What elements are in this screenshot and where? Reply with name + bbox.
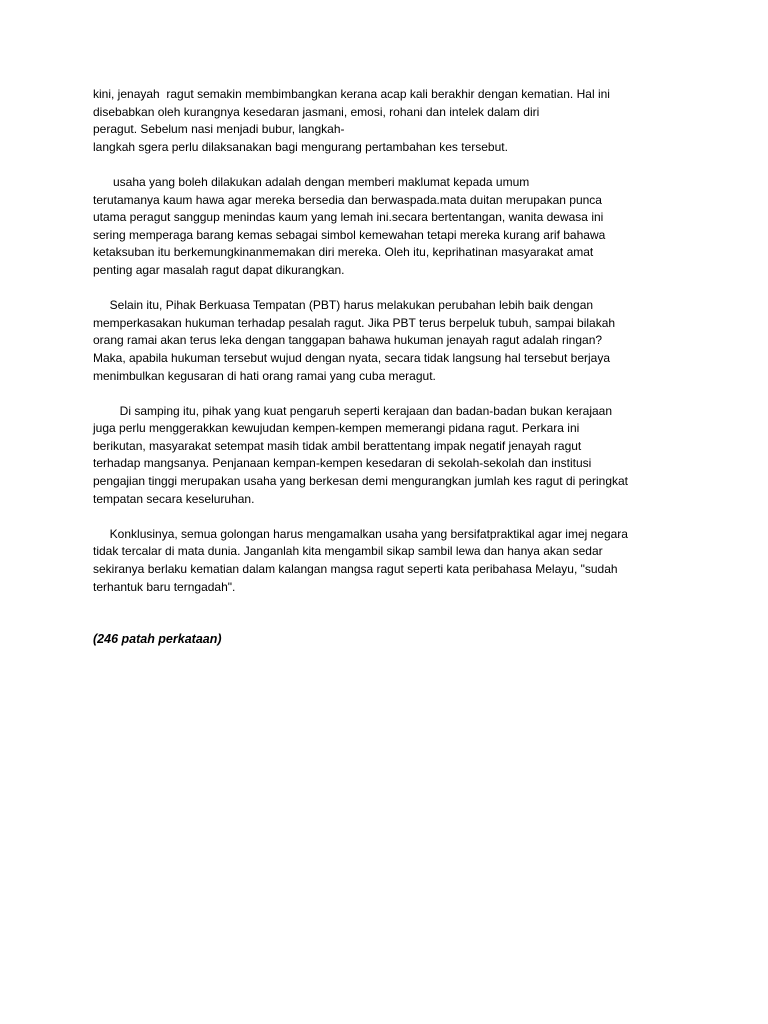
text-line: penting agar masalah ragut dapat dikurangkan.	[93, 262, 345, 277]
text-line: Konklusinya, semua golongan harus mengamalkan usaha yang bersifatpraktikal agar imej negara	[93, 526, 628, 541]
text-line: peragut. Sebelum nasi menjadi bubur, langkah-	[93, 122, 345, 137]
text-line: langkah sgera perlu dilaksanakan bagi mengurang pertambahan kes tersebut.	[93, 139, 508, 154]
text-line: usaha yang boleh dilakukan adalah dengan memberi maklumat kepada umum	[93, 174, 530, 189]
paragraph-5	[93, 526, 693, 596]
text-line: Maka, apabila hukuman tersebut wujud dengan nyata, secara tidak langsung hal tersebut berjaya	[93, 350, 611, 365]
paragraph-3	[93, 297, 693, 385]
text-line: kini, jenayah ragut semakin membimbangkan kerana acap kali berakhir dengan kematian. Hal ini	[93, 87, 610, 101]
text-line: memperkasakan hukuman terhadap pesalah ragut. Jika PBT terus berpeluk tubuh, sampai bilakah	[93, 315, 616, 330]
text-line: Selain itu, Pihak Berkuasa Tempatan (PBT) harus melakukan perubahan lebih baik dengan	[93, 298, 594, 313]
text-line: Di samping itu, pihak yang kuat pengaruh seperti kerajaan dan badan-badan bukan kerajaan	[93, 403, 613, 418]
paragraph-1	[93, 86, 693, 156]
text-line: terhadap mangsanya. Penjanaan kempan-kempen kesedaran di sekolah-sekolah dan institusi	[93, 456, 592, 471]
text-line: disebabkan oleh kurangnya kesedaran jasmani, emosi, rohani dan intelek dalam diri	[93, 104, 540, 119]
paragraph-4	[93, 403, 693, 509]
text-line: berikutan, masyarakat setempat masih tidak ambil berattentang impak negatif jenayah ragut	[93, 438, 582, 453]
text-line: orang ramai akan terus leka dengan tanggapan bahawa hukuman jenayah ragut adalah ringan?	[93, 333, 603, 348]
text-line: tidak tercalar di mata dunia. Janganlah kita mengambil sikap sambil lewa dan hanya akan sedar	[93, 544, 603, 559]
text-line: pengajian tinggi merupakan usaha yang berkesan demi mengurangkan jumlah kes ragut di peringkat	[93, 474, 629, 489]
essay-document	[93, 86, 693, 649]
word-count-note: (246 patah perkataan)	[93, 632, 222, 647]
text-line: terhantuk baru terngadah".	[93, 579, 236, 594]
text-line: sering memperaga barang kemas sebagai simbol kemewahan tetapi mereka kurang arif bahawa	[93, 227, 606, 242]
text-line: terutamanya kaum hawa agar mereka bersedia dan berwaspada.mata duitan merupakan punca	[93, 192, 602, 207]
paragraph-2	[93, 174, 693, 280]
text-line: menimbulkan kegusaran di hati orang ramai yang cuba meragut.	[93, 368, 436, 383]
text-line: ketaksuban itu berkemungkinanmemakan diri mereka. Oleh itu, keprihatinan masyarakat amat	[93, 245, 594, 260]
text-line: utama peragut sanggup menindas kaum yang lemah ini.secara bertentangan, wanita dewasa ini	[93, 210, 604, 225]
text-line: sekiranya berlaku kematian dalam kalangan mangsa ragut seperti kata peribahasa Melayu, "sudah	[93, 562, 618, 577]
text-line: juga perlu menggerakkan kewujudan kempen-kempen memerangi pidana ragut. Perkara ini	[93, 421, 580, 436]
text-line: tempatan secara keseluruhan.	[93, 491, 255, 506]
